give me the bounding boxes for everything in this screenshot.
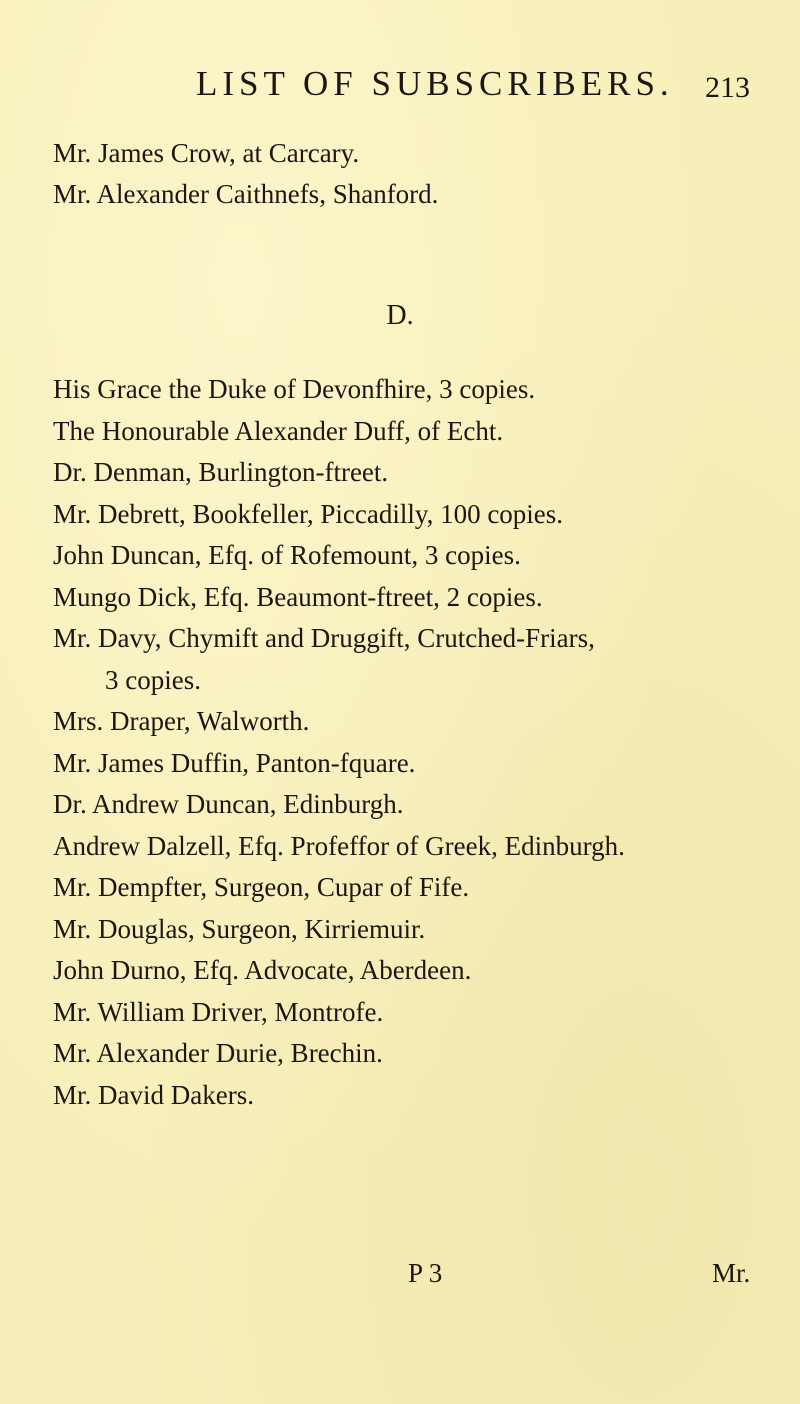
- subscriber-entry: [53, 701, 625, 743]
- subscriber-entry: [53, 535, 625, 577]
- subscriber-entry: [53, 909, 625, 951]
- entry-text: Mr. Dempfter, Surgeon, Cupar of Fife.: [53, 872, 470, 902]
- subscriber-entry: Mr. James Crow, at Carcary.: [53, 138, 360, 168]
- entry-text: Mr. David Dakers.: [53, 1079, 254, 1110]
- subscriber-entry: [53, 618, 625, 701]
- entry-text: The Honourable Alexander Duff, of Echt.: [53, 415, 504, 446]
- subscriber-list: [53, 369, 625, 1116]
- entry-text: Mr. Alexander Durie, Brechin.: [53, 1038, 383, 1068]
- subscriber-entry: [53, 452, 625, 494]
- entry-text: Mr. Davy, Chymift and Druggift, Crutched-Friars,: [53, 623, 595, 653]
- subscriber-entry: [53, 411, 625, 453]
- entry-text: Mrs. Draper, Walworth.: [53, 706, 310, 736]
- subscriber-entry: [53, 577, 625, 619]
- carryover-entries: [53, 133, 438, 215]
- subscriber-entry: [53, 826, 625, 868]
- entry-text: Dr. Denman, Burlington-ftreet.: [53, 457, 389, 487]
- subscriber-entry: [53, 992, 625, 1034]
- entry-text: Mungo Dick, Efq. Beaumont-ftreet, 2 copies.: [53, 581, 543, 612]
- subscriber-entry: [53, 1033, 625, 1075]
- subscriber-entry: [53, 743, 625, 785]
- running-title: LIST OF SUBSCRIBERS.: [196, 64, 674, 103]
- entry-text: Andrew Dalzell, Efq. Profeffor of Greek, Edinburgh.: [53, 830, 625, 861]
- subscriber-entry: [53, 494, 625, 536]
- page-number: 213: [705, 71, 750, 104]
- subscriber-entry: [53, 867, 625, 909]
- entry-text: John Durno, Efq. Advocate, Aberdeen.: [53, 955, 472, 985]
- entry-text: His Grace the Duke of Devonfhire, 3 copies.: [53, 374, 536, 404]
- subscriber-entry: [53, 784, 625, 826]
- entry-text: Mr. William Driver, Montrofe.: [53, 996, 384, 1027]
- signature-mark: P 3: [408, 1258, 443, 1288]
- entry-text: Mr. Debrett, Bookfeller, Piccadilly, 100 copies.: [53, 498, 564, 529]
- entry-text: Mr. Douglas, Surgeon, Kirriemuir.: [53, 913, 426, 944]
- subscriber-entry: [53, 950, 625, 992]
- subscriber-entry: [53, 1075, 625, 1117]
- entry-text: John Duncan, Efq. of Rofemount, 3 copies.: [53, 540, 521, 570]
- entry-text: Mr. James Duffin, Panton-fquare.: [53, 747, 416, 778]
- section-heading: D.: [386, 300, 414, 331]
- running-head: [0, 64, 800, 104]
- subscriber-entry: [53, 369, 625, 411]
- catchword: Mr.: [712, 1258, 751, 1288]
- entry-continuation: 3 copies.: [105, 664, 201, 695]
- entry-text: Dr. Andrew Duncan, Edinburgh.: [53, 789, 404, 819]
- subscriber-entry: Mr. Alexander Caithnefs, Shanford.: [53, 179, 439, 209]
